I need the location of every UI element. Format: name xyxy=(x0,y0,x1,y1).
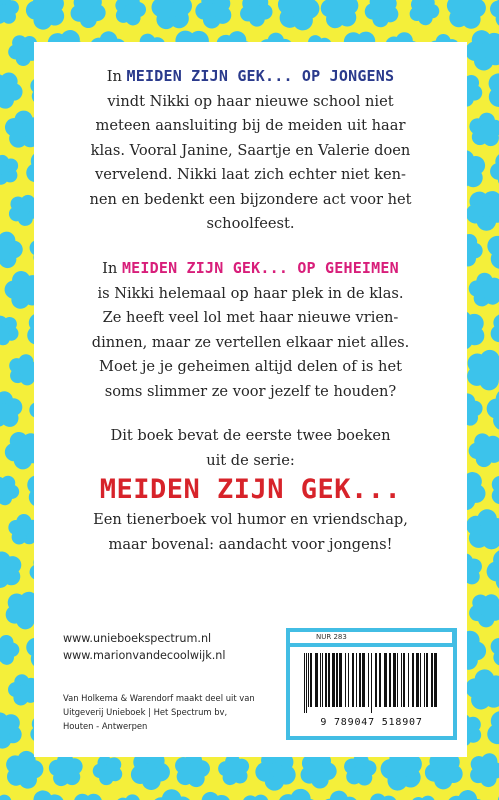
blurb-bundle-tagline xyxy=(34,508,467,557)
website-link[interactable]: www.unieboekspectrum.nl xyxy=(63,632,212,645)
blurb-second-book xyxy=(34,256,467,404)
blurb-second-line: dinnen, maar ze vertellen elkaar niet alles. xyxy=(91,333,410,351)
blurb-first-line: klas. Vooral Janine, Saartje en Valerie doen xyxy=(90,141,411,159)
book-title-op-geheimen: MEIDEN ZIJN GEK... OP GEHEIMEN xyxy=(121,259,399,277)
book-title-op-jongens: MEIDEN ZIJN GEK... OP JONGENS xyxy=(126,67,395,85)
blurb-second-line: is Nikki helemaal op haar plek in de klas. xyxy=(97,284,404,302)
barcode-area xyxy=(290,647,453,736)
bundle-intro-line: uit de serie: xyxy=(206,451,295,469)
publisher-info xyxy=(63,691,255,733)
blurb-second-prefix: In xyxy=(102,260,122,277)
barcode-icon xyxy=(302,653,441,715)
nur-label: NUR 283 xyxy=(316,633,347,641)
blurb-first-line: vindt Nikki op haar nieuwe school niet xyxy=(107,92,394,110)
blurb-first-line: vervelend. Nikki laat zich echter niet ken- xyxy=(95,166,406,183)
blurb-second-line: soms slimmer ze voor jezelf te houden? xyxy=(104,382,397,400)
isbn-number: 9 789047 518907 xyxy=(320,717,423,728)
tagline-line: maar bovenal: aandacht voor jongens! xyxy=(108,535,393,553)
blurb-second-line: Ze heeft veel lol met haar nieuwe vrien- xyxy=(102,309,399,326)
publisher-line: Houten - Antwerpen xyxy=(63,721,148,731)
publisher-line: Uitgeverij Unieboek | Het Spectrum bv, xyxy=(63,707,228,717)
barcode-box xyxy=(286,628,457,740)
blurb-second-heading xyxy=(34,256,467,282)
bundle-intro-line: Dit boek bevat de eerste twee boeken xyxy=(110,427,391,444)
nur-label-strip xyxy=(290,632,452,643)
publisher-line: Van Holkema & Warendorf maakt deel uit van xyxy=(63,693,255,703)
series-title: MEIDEN ZIJN GEK... xyxy=(99,474,402,505)
blurb-first-heading xyxy=(34,64,467,90)
blurb-first-line: nen en bedenkt een bijzondere act voor het xyxy=(89,190,412,208)
tagline-line: Een tienerboek vol humor en vriendschap, xyxy=(93,511,408,528)
blurb-first-book xyxy=(34,64,467,237)
blurb-first-line: meteen aansluiting bij de meiden uit haar xyxy=(95,117,406,134)
text-panel xyxy=(34,42,467,757)
websites xyxy=(63,630,225,664)
blurb-first-prefix: In xyxy=(106,68,127,85)
blurb-bundle-intro xyxy=(34,424,467,473)
blurb-second-line: Moet je je geheimen altijd delen of is het xyxy=(99,358,402,375)
website-link[interactable]: www.marionvandecoolwijk.nl xyxy=(63,649,226,662)
blurb-first-line: schoolfeest. xyxy=(206,215,295,232)
